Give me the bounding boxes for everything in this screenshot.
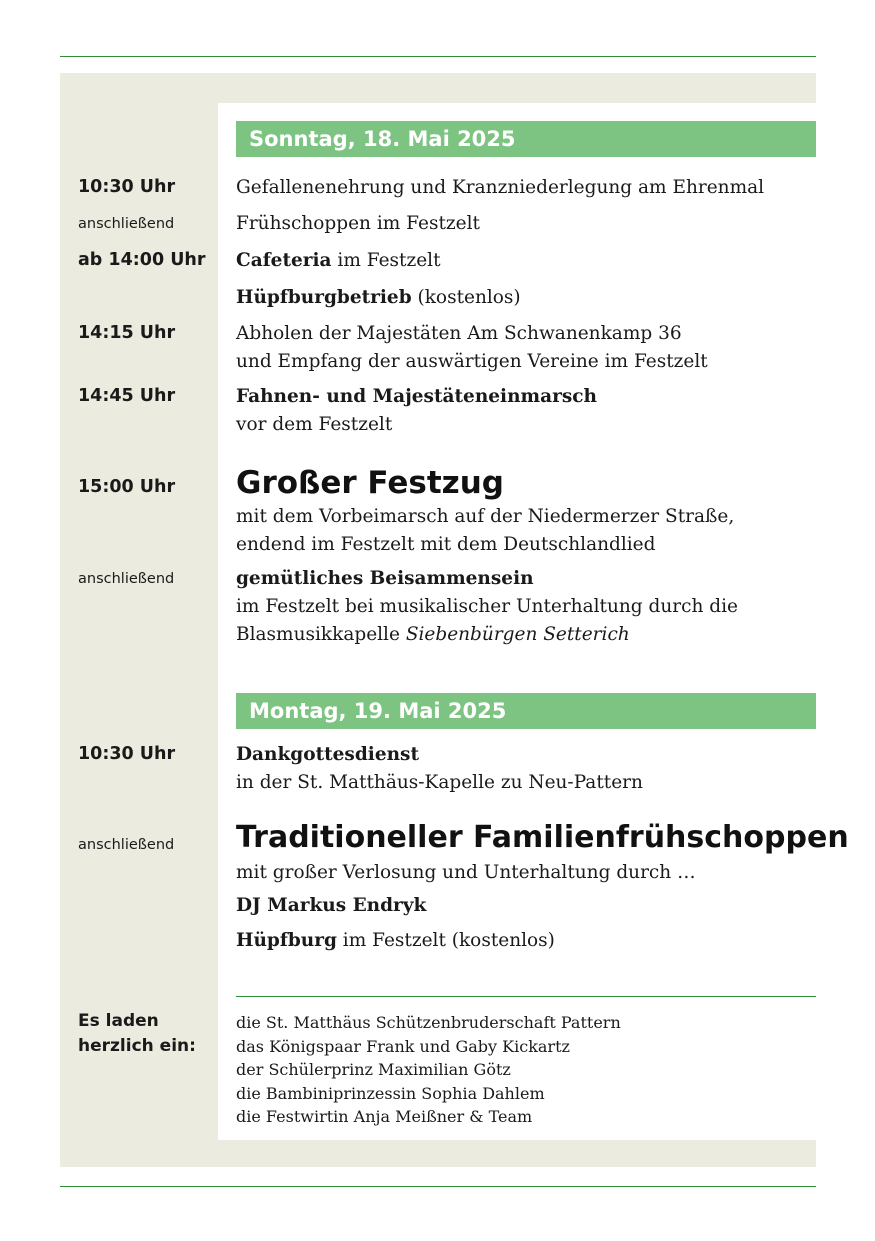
event-text: [236, 927, 555, 955]
event-rest: Blasmusikkapelle: [236, 624, 406, 645]
event-line: vor dem Festzelt: [236, 414, 393, 435]
event-bold: Hüpfburg: [236, 930, 337, 951]
event-headline: Traditioneller Familienfrühschoppen: [236, 820, 849, 855]
event-line: in der St. Matthäus-Kapelle zu Neu-Pattern: [236, 772, 643, 793]
event-line: Abholen der Majestäten Am Schwanenkamp 36: [236, 323, 682, 344]
invitation-divider: [236, 996, 816, 997]
event-line: Dankgottesdienst: [236, 744, 419, 765]
invitation-label: [78, 1009, 196, 1059]
day2-header: Montag, 19. Mai 2025: [236, 693, 816, 729]
event-bold: Cafeteria: [236, 250, 332, 271]
bottom-rule: [60, 1186, 816, 1187]
host-item: die St. Matthäus Schützenbruderschaft Pattern: [236, 1013, 621, 1032]
event-text: [236, 383, 597, 439]
event-text: Frühschoppen im Festzelt: [236, 213, 480, 234]
band-name: Siebenbürgen Setterich: [405, 624, 630, 645]
event-line: und Empfang der auswärtigen Vereine im Festzelt: [236, 351, 708, 372]
event-text: [236, 320, 708, 376]
host-item: der Schülerprinz Maximilian Götz: [236, 1060, 511, 1079]
event-time: 14:45 Uhr: [78, 386, 176, 406]
event-line: mit dem Vorbeimarsch auf der Niedermerzer Straße,: [236, 506, 735, 527]
day1-header: Sonntag, 18. Mai 2025: [236, 121, 816, 157]
event-headline: Großer Festzug: [236, 465, 504, 501]
event-text: [236, 284, 521, 312]
event-rest: (kostenlos): [411, 287, 521, 308]
event-line: endend im Festzelt mit dem Deutschlandlied: [236, 534, 656, 555]
event-text: [236, 741, 643, 797]
host-list: [236, 1011, 621, 1129]
invitation-label-line: herzlich ein:: [78, 1036, 196, 1056]
event-bold: Hüpfburgbetrieb: [236, 287, 412, 308]
event-time: 15:00 Uhr: [78, 477, 176, 497]
event-time: anschließend: [78, 837, 175, 853]
event-time: 14:15 Uhr: [78, 323, 176, 343]
event-time: 10:30 Uhr: [78, 744, 176, 764]
event-rest: im Festzelt (kostenlos): [336, 930, 555, 951]
event-text: DJ Markus Endryk: [236, 895, 427, 916]
event-line: Fahnen- und Majestäteneinmarsch: [236, 386, 597, 407]
invitation-label-line: Es laden: [78, 1011, 159, 1031]
host-item: die Festwirtin Anja Meißner & Team: [236, 1107, 533, 1126]
event-line: gemütliches Beisammensein: [236, 568, 534, 589]
event-time: anschließend: [78, 571, 175, 587]
top-rule: [60, 56, 816, 57]
event-line: [236, 621, 738, 649]
event-rest: im Festzelt: [331, 250, 441, 271]
host-item: die Bambiniprinzessin Sophia Dahlem: [236, 1083, 545, 1103]
event-text: mit großer Verlosung und Unterhaltung durch …: [236, 862, 696, 883]
event-text: [236, 503, 734, 559]
event-time: 10:30 Uhr: [78, 177, 176, 197]
event-line: im Festzelt bei musikalischer Unterhaltung durch die: [236, 596, 738, 617]
host-item: das Königspaar Frank und Gaby Kickartz: [236, 1036, 570, 1056]
event-text: [236, 247, 441, 275]
event-text: [236, 565, 738, 649]
event-time: ab 14:00 Uhr: [78, 250, 206, 270]
event-time: anschließend: [78, 216, 175, 232]
event-text: Gefallenenehrung und Kranzniederlegung am Ehrenmal: [236, 177, 765, 198]
